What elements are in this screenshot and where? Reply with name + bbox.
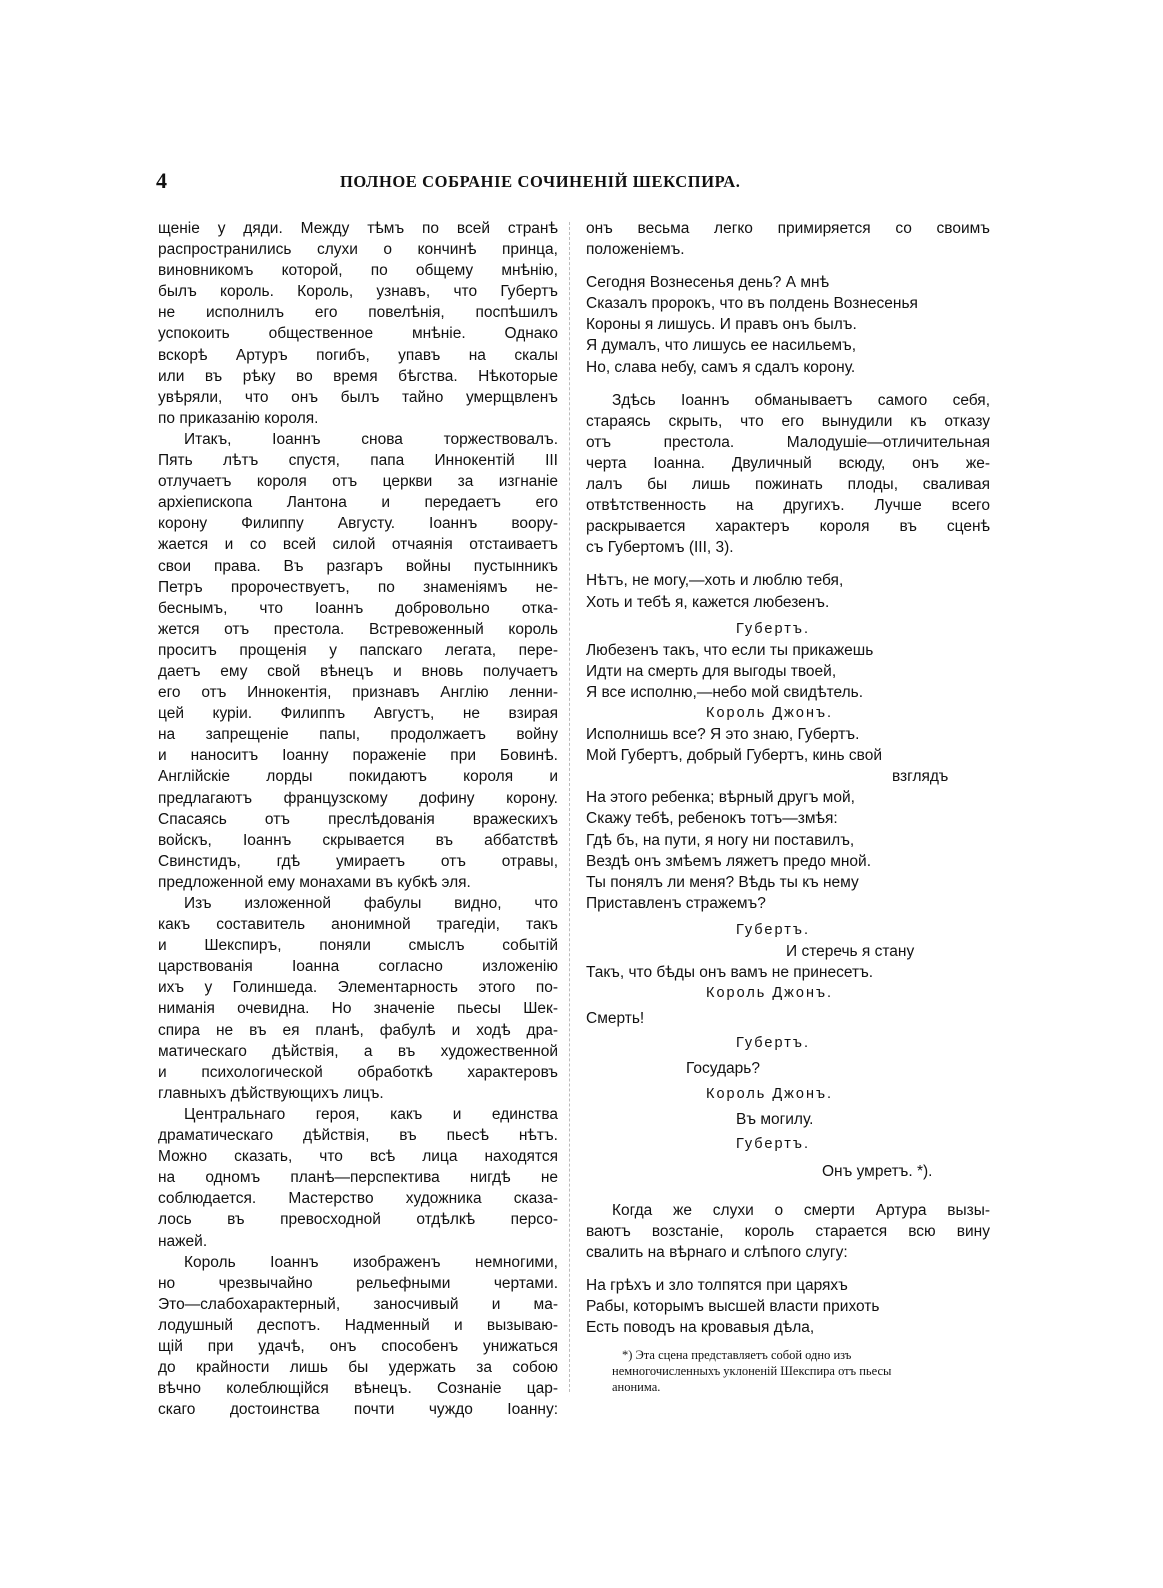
text-line: Итакъ, Іоаннъ снова торжествовалъ. — [184, 430, 558, 448]
verse-line: Гдѣ бъ, на пути, я ногу ни поставилъ, — [586, 831, 855, 849]
footnote-line: анонима. — [612, 1380, 661, 1394]
verse-turnover: взглядъ — [892, 768, 949, 786]
speaker-name: Король Джонъ. — [706, 1085, 834, 1102]
text-line: цей куріи. Филиппъ Августъ, не взирая — [158, 705, 558, 723]
verse-line: Вездѣ онъ змѣемъ ляжетъ предо мной. — [586, 852, 872, 870]
text-line: Свинстидъ, гдѣ умираетъ отъ отравы, — [158, 852, 558, 870]
text-line: съ Губертомъ (III, 3). — [586, 539, 734, 557]
text-line: спира не въ ея планѣ, фабулѣ и ходѣ дра- — [158, 1021, 558, 1039]
verse-line: И стеречь я стану — [786, 943, 915, 960]
text-line: даетъ ему свой вѣнецъ и вновь получаетъ — [158, 662, 558, 680]
text-line: ваютъ возстаніе, король старается всю вину — [586, 1223, 990, 1241]
text-line: черта Іоанна. Двуличный всюду, онъ же- — [586, 454, 990, 472]
text-line: матическаго дѣйствія, а въ художественной — [158, 1042, 558, 1060]
text-line: на одномъ планѣ—перспектива нигдѣ не — [158, 1169, 558, 1187]
text-line: Здѣсь Іоаннъ обманываетъ самого себя, — [612, 391, 990, 409]
text-line: но чрезвычайно рельефными чертами. — [158, 1274, 558, 1292]
text-line: свои права. Въ разгаръ войны пустынникъ — [158, 557, 558, 575]
footnote-line: *) Эта сцена представляетъ собой одно изъ — [622, 1348, 852, 1362]
text-line: его отъ Иннокентія, признавъ Англію ленни- — [158, 684, 558, 702]
verse-line: Смерть! — [586, 1010, 645, 1028]
verse-line: Скажу тебѣ, ребенокъ тотъ—змѣя: — [586, 810, 838, 828]
text-line: главныхъ дѣйствующихъ лицъ. — [158, 1084, 384, 1102]
text-line: стараясь скрыть, что его вынудили къ отказу — [586, 412, 990, 430]
text-line: жается и со всей силой отчаянія отстаиваетъ — [158, 536, 558, 554]
text-line: соблюдается. Мастерство художника сказа- — [158, 1190, 558, 1208]
text-line: ниманія очевидна. Но значеніе пьесы Шек- — [158, 1000, 558, 1018]
text-line: Петръ пророчествуетъ, по знаменіямъ не- — [158, 578, 558, 596]
text-line: увѣряли, что онъ былъ тайно умерщвленъ — [158, 388, 558, 406]
text-line: отлучаетъ короля отъ церкви за изгнаніе — [158, 473, 558, 491]
text-line: былъ король. Король, узнавъ, что Губертъ — [158, 283, 558, 301]
text-line: царствованія Іоанна согласно изложенію — [158, 958, 558, 976]
verse-line: Въ могилу. — [736, 1110, 814, 1128]
speaker-name: Король Джонъ. — [706, 704, 834, 721]
verse-block — [586, 570, 990, 612]
footnote-line: немногочисленныхъ уклоненій Шекспира отъ пьесы — [612, 1364, 892, 1378]
right-column — [586, 218, 990, 1339]
verse-block — [586, 1275, 990, 1338]
verse-line: Любезенъ такъ, что если ты прикажешь — [586, 641, 874, 659]
text-line: отъ престола. Малодушіе—отличительная — [586, 433, 990, 451]
verse-line: Государь? — [686, 1060, 760, 1078]
text-line: Изъ изложенной фабулы видно, что — [184, 895, 558, 912]
text-line: онъ весьма легко примиряется со своимъ — [586, 220, 990, 237]
paragraph — [586, 1200, 990, 1263]
text-line: и психологической обработкѣ характеровъ — [158, 1063, 558, 1081]
text-line: лалъ бы лишь пожинать плоды, сваливая — [586, 476, 990, 494]
text-line: до крайности лишь бы удержать за собою — [158, 1359, 558, 1377]
text-line: архіепископа Лантона и передаетъ его — [158, 494, 558, 512]
verse-block — [586, 272, 990, 377]
verse-line: Сказалъ пророкъ, что въ полдень Вознесенья — [586, 295, 918, 313]
text-line: положеніемъ. — [586, 241, 685, 259]
verse-line: Я думалъ, что лишусь ее насильемъ, — [586, 337, 857, 355]
verse-line: Есть поводъ на кровавыя дѣла, — [586, 1319, 815, 1337]
text-line: не исполнилъ его повелѣнія, поспѣшилъ — [158, 304, 558, 322]
text-line: Англійскіе лорды покидаютъ короля и — [158, 768, 558, 786]
verse-line: Ты понялъ ли меня? Вѣдь ты къ нему — [586, 873, 859, 891]
text-line: предложенной ему монахами въ кубкѣ эля. — [158, 873, 471, 891]
text-line: ихъ у Голиншеда. Элементарность этого по- — [158, 979, 558, 997]
text-line: по приказанію короля. — [158, 409, 319, 427]
verse-line: Рабы, которымъ высшей власти прихоть — [586, 1298, 880, 1316]
verse-line: Идти на смерть для выгоды твоей, — [586, 662, 837, 680]
running-title: ПОЛНОЕ СОБРАНІЕ СОЧИНЕНІЙ ШЕКСПИРА. — [340, 172, 741, 191]
text-line: распространились слухи о кончинѣ принца, — [158, 241, 558, 259]
text-line: Пять лѣтъ спустя, папа Иннокентій III — [158, 452, 558, 470]
text-line: Это—слабохарактерный, заносчивый и ма- — [158, 1295, 558, 1313]
text-line: какъ составитель анонимной трагедіи, такъ — [158, 916, 558, 934]
text-line: Король Іоаннъ изображенъ немногими, — [184, 1253, 558, 1271]
text-line: щеніе у дяди. Между тѣмъ по всей странѣ — [158, 220, 558, 237]
paragraph — [586, 390, 990, 559]
verse-line: Нѣтъ, не могу,—хоть и люблю тебя, — [586, 572, 844, 590]
text-line: щій при удачѣ, онъ способенъ унижаться — [158, 1337, 558, 1355]
text-line: предлагаютъ французскому дофину корону. — [158, 789, 558, 807]
text-line: лось въ превосходной отдѣлкѣ персо- — [158, 1211, 558, 1229]
text-line: проситъ прощенія у папскаго легата, пере- — [158, 641, 558, 659]
text-line: скаго достоинства почти чуждо Іоанну: — [158, 1401, 558, 1419]
text-line: отвѣтственность на другихъ. Лучше всего — [586, 497, 990, 515]
verse-line: Приставленъ стражемъ? — [586, 894, 766, 912]
speaker-name: Король Джонъ. — [706, 985, 834, 1002]
text-line: на запрещеніе папы, продолжаетъ войну — [158, 726, 558, 744]
verse-line: На этого ребенка; вѣрный другъ мой, — [586, 789, 855, 807]
speaker-name: Губертъ. — [736, 1035, 810, 1052]
verse-line: Сегодня Вознесенья день? А мнѣ — [586, 274, 830, 292]
text-line: лодушный деспотъ. Надменный и вызываю- — [158, 1316, 558, 1334]
page-number: 4 — [156, 168, 167, 193]
text-line: успокоить общественное мнѣніе. Однако — [158, 325, 558, 343]
text-line: корону Филиппу Августу. Іоаннъ воору- — [158, 515, 558, 533]
text-line: войскъ, Іоаннъ скрывается въ аббатствѣ — [158, 831, 558, 849]
text-line: беснымъ, что Іоаннъ добровольно отка- — [158, 599, 558, 617]
text-line: или въ рѣку во время бѣгства. Нѣкоторые — [158, 367, 558, 385]
verse-line: На грѣхъ и зло толпятся при царяхъ — [586, 1277, 848, 1295]
verse-line: Такъ, что бѣды онъ вамъ не принесетъ. — [586, 964, 874, 982]
text-line: нажей. — [158, 1232, 208, 1250]
text-line: вѣчно колеблющійся вѣнецъ. Сознаніе цар- — [158, 1380, 558, 1398]
text-line: Можно сказать, что всѣ лица находятся — [158, 1148, 558, 1166]
text-line: и наноситъ Іоанну пораженіе при Бовинѣ. — [158, 747, 558, 765]
verse-line: Но, слава небу, самъ я сдалъ корону. — [586, 358, 856, 376]
verse-line: Хоть и тебѣ я, кажется любезенъ. — [586, 593, 830, 611]
verse-line: Онъ умретъ. *). — [822, 1162, 933, 1180]
verse-line: Я все исполню,—небо мой свидѣтель. — [586, 683, 864, 701]
text-line: Спасаясь отъ преслѣдованія вражескихъ — [158, 810, 558, 828]
column-divider — [569, 222, 570, 1392]
speaker-name: Губертъ. — [736, 620, 810, 637]
text-line: вскорѣ Артуръ погибъ, упавъ на скалы — [158, 346, 558, 364]
text-line: виновникомъ которой, по общему мнѣнію, — [158, 262, 558, 280]
text-line: драматическаго дѣйствія, въ пьесѣ нѣтъ. — [158, 1127, 558, 1145]
text-line: раскрывается характеръ короля въ сценѣ — [586, 518, 990, 536]
verse-line: Короны я лишусь. И правъ онъ былъ. — [586, 316, 857, 334]
verse-line: Мой Губертъ, добрый Губертъ, кинь свой — [586, 747, 882, 765]
verse-line: Исполнишь все? Я это знаю, Губертъ. — [586, 726, 860, 744]
text-line: и Шекспиръ, поняли смыслъ событій — [158, 937, 558, 955]
text-line: Центральнаго героя, какъ и единства — [184, 1105, 558, 1123]
left-column — [158, 218, 558, 1420]
text-line: свалить на вѣрнаго и слѣпого слугу: — [586, 1244, 848, 1262]
speaker-name: Губертъ. — [736, 921, 810, 938]
speaker-name: Губертъ. — [736, 1135, 810, 1152]
text-line: Когда же слухи о смерти Артура вызы- — [612, 1201, 990, 1219]
text-line: жется отъ престола. Встревоженный король — [158, 620, 558, 638]
footnote — [612, 1347, 992, 1395]
